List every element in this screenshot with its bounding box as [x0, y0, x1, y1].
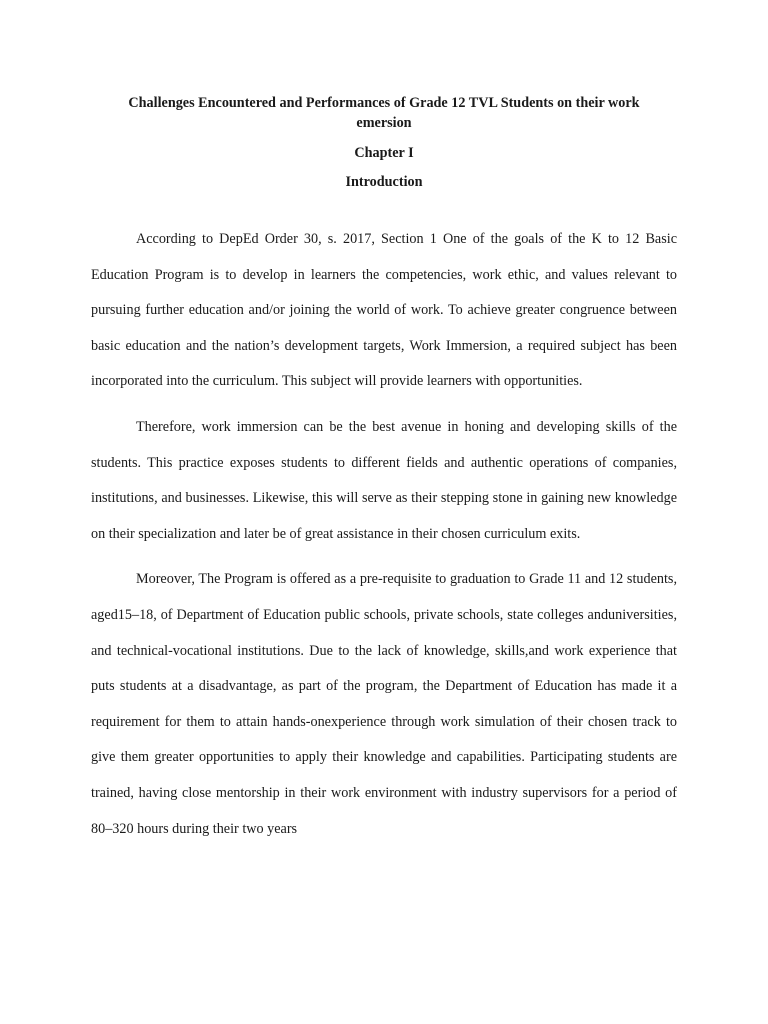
paragraph-2: Therefore, work immersion can be the best avenue in honing and developing skills of the students. This practice exposes students to different fields and authentic operations of companies, institutions, and businesses. Likewise, this will serve as their stepping stone in gaining new knowledge on their specialization and later be of great assistance in their chosen curriculum exits.	[91, 418, 677, 542]
paragraph-3: Moreover, The Program is offered as a pre-requisite to graduation to Grade 11 and 12 students, aged15–18, of Department of Education public schools, private schools, state colleges anduniversities, and technical-vocational institutions. Due to the lack of knowledge, skills,and work experience that puts students at a disadvantage, as part of the program, the Department of Education has made it a requirement for them to attain hands-onexperience through work simulation of their chosen track to give them greater opportunities to apply their knowledge and capabilities. Participating students are trained, having close mentorship in their work environment with industry supervisors for a period of 80–320 hours during their two years	[91, 571, 677, 837]
section-heading: Introduction	[345, 174, 423, 190]
body-text	[91, 222, 677, 847]
chapter-heading: Chapter I	[354, 145, 414, 161]
document-title-text: Challenges Encountered and Performances of Grade 12 TVL Students on their work emersion	[128, 95, 640, 131]
paragraph-1: According to DepEd Order 30, s. 2017, Section 1 One of the goals of the K to 12 Basic Education Program is to develop in learners the competencies, work ethic, and values relevant to pursuing further education and/or joining the world of work. To achieve greater congruence between basic education and the nation’s development targets, Work Immersion, a required subject has been incorporated into the curriculum. This subject will provide learners with opportunities.	[91, 231, 677, 390]
document-title	[100, 93, 668, 133]
